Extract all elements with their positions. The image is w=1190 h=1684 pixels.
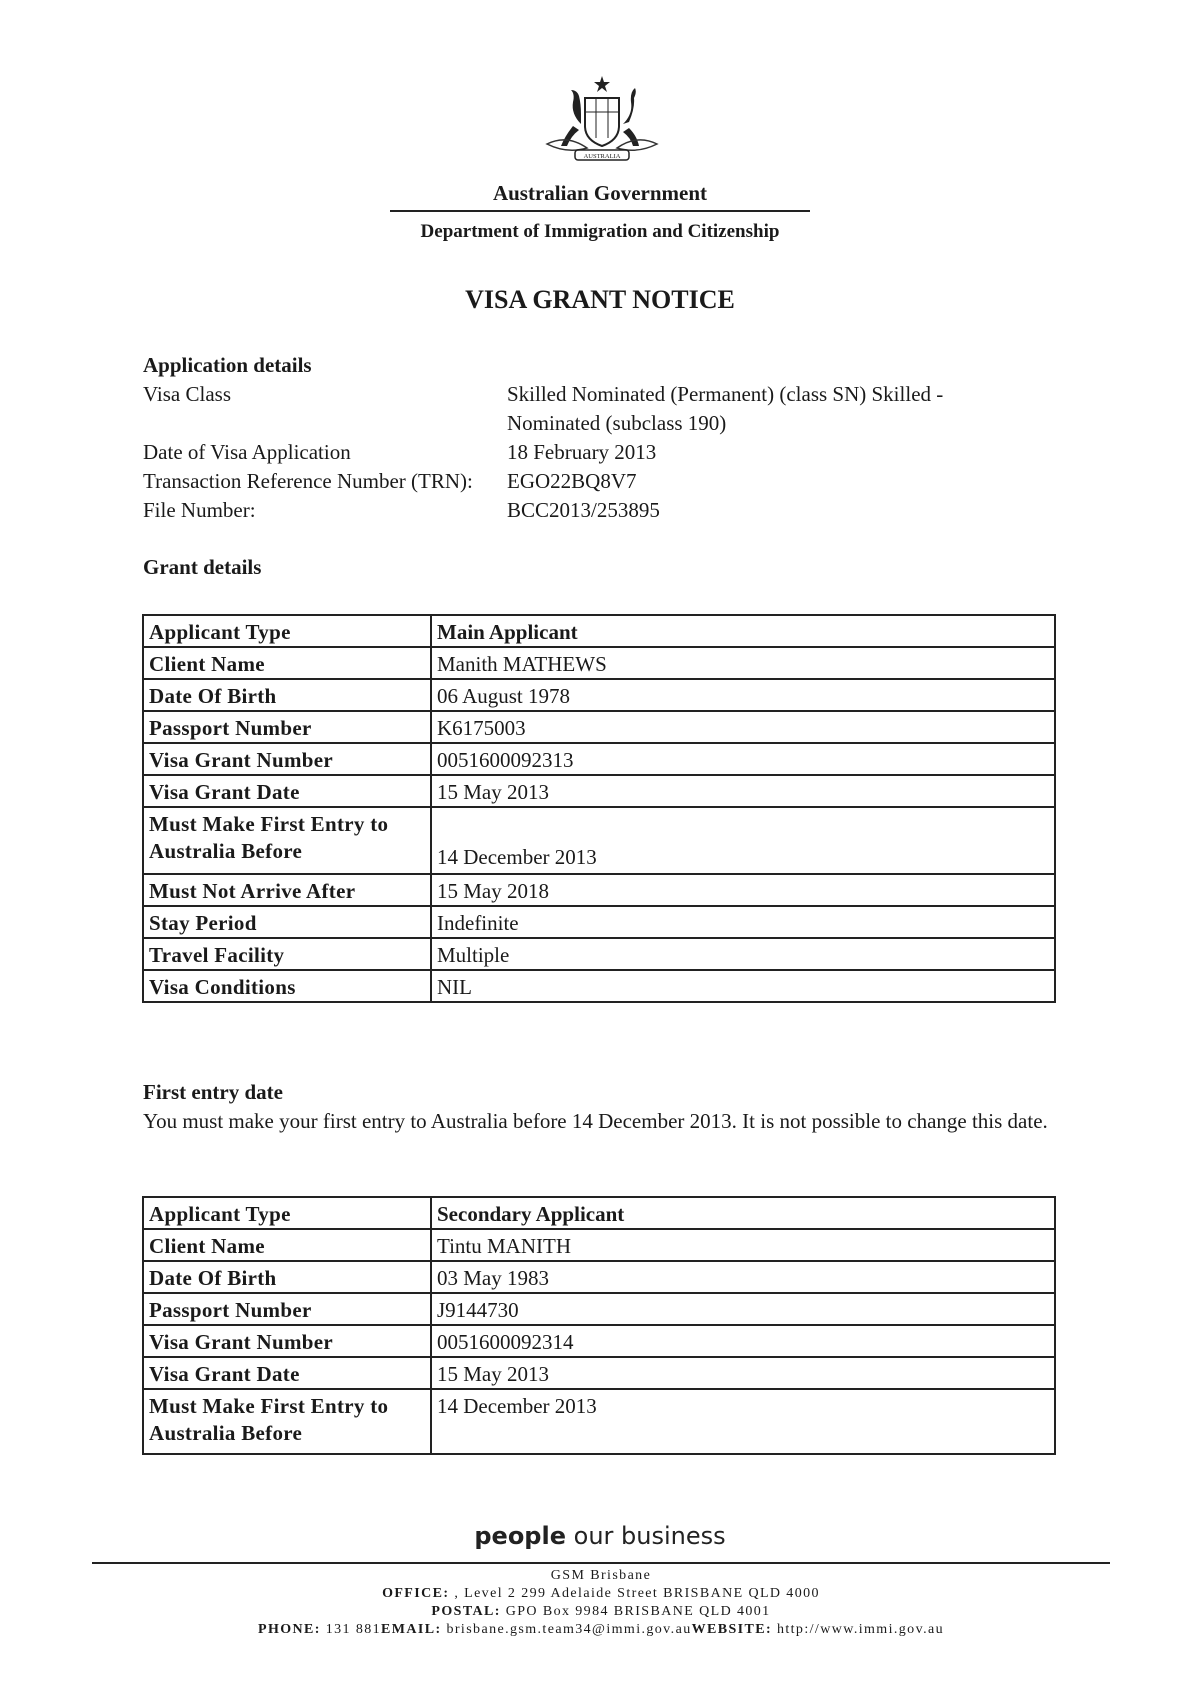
row-value: 0051600092313: [431, 743, 1055, 775]
row-value: 06 August 1978: [431, 679, 1055, 711]
header-divider: [390, 210, 810, 212]
visa-class-value: Skilled Nominated (Permanent) (class SN) Skilled - Nominated (subclass 190): [507, 382, 944, 435]
row-value: 15 May 2013: [431, 775, 1055, 807]
table-row: [143, 874, 1055, 906]
phone-label: PHONE:: [258, 1622, 321, 1637]
office-label: OFFICE:: [382, 1586, 450, 1601]
government-name: Australian Government: [492, 181, 708, 205]
footer-postal-address: [92, 1603, 1110, 1620]
table-row: [143, 1389, 1055, 1454]
row-value: NIL: [431, 970, 1055, 1002]
row-value: 14 December 2013: [431, 1389, 1055, 1454]
postal-value: GPO Box 9984 BRISBANE QLD 4001: [500, 1604, 771, 1619]
row-label: Visa Grant Date: [143, 1357, 431, 1389]
email-label: EMAIL:: [381, 1622, 442, 1637]
table-row: [143, 1325, 1055, 1357]
visa-class-label: Visa Class: [143, 382, 231, 406]
row-value: J9144730: [431, 1293, 1055, 1325]
application-details-heading: Application details: [143, 353, 312, 377]
row-label: Applicant Type: [143, 1197, 431, 1229]
file-number-value: BCC2013/253895: [507, 498, 660, 522]
main-applicant-table: [142, 614, 1056, 1003]
phone-value: 131 881: [320, 1622, 382, 1637]
row-label: Client Name: [143, 647, 431, 679]
email-value: brisbane.gsm.team34@immi.gov.au: [441, 1622, 692, 1637]
table-row: [143, 711, 1055, 743]
row-label: Must Not Arrive After: [143, 874, 431, 906]
row-value: 03 May 1983: [431, 1261, 1055, 1293]
website-label: WEBSITE:: [691, 1622, 773, 1637]
table-row: [143, 906, 1055, 938]
row-value: Indefinite: [431, 906, 1055, 938]
application-date-label: Date of Visa Application: [143, 440, 351, 464]
table-row: [143, 1357, 1055, 1389]
table-row: [143, 615, 1055, 647]
trn-label: Transaction Reference Number (TRN):: [143, 469, 473, 493]
row-label: Visa Conditions: [143, 970, 431, 1002]
row-value: 0051600092314: [431, 1325, 1055, 1357]
row-value: Tintu MANITH: [431, 1229, 1055, 1261]
footer-office-address: [92, 1585, 1110, 1602]
table-row: [143, 938, 1055, 970]
office-value: , Level 2 299 Adelaide Street BRISBANE QLD 4000: [449, 1586, 820, 1601]
row-label: Travel Facility: [143, 938, 431, 970]
footer-divider: [92, 1562, 1110, 1564]
row-label: Passport Number: [143, 1293, 431, 1325]
footer-contact: [92, 1621, 1110, 1638]
row-label: Must Make First Entry to Australia Before: [143, 807, 431, 874]
trn-value: EGO22BQ8V7: [507, 469, 637, 493]
row-value: 15 May 2013: [431, 1357, 1055, 1389]
table-row: [143, 1293, 1055, 1325]
row-label: Visa Grant Number: [143, 1325, 431, 1357]
row-value: Manith MATHEWS: [431, 647, 1055, 679]
first-entry-text: You must make your first entry to Australia before 14 December 2013. It is not possible to change this date.: [143, 1109, 1048, 1133]
table-row: [143, 679, 1055, 711]
row-label: Date Of Birth: [143, 679, 431, 711]
row-label: Applicant Type: [143, 615, 431, 647]
row-value: Secondary Applicant: [431, 1197, 1055, 1229]
table-row: [143, 743, 1055, 775]
tagline-rest: our business: [566, 1522, 726, 1550]
first-entry-heading: First entry date: [143, 1080, 283, 1104]
row-label: Stay Period: [143, 906, 431, 938]
table-row: [143, 970, 1055, 1002]
tagline-bold: people: [474, 1522, 566, 1550]
row-label: Visa Grant Number: [143, 743, 431, 775]
postal-label: POSTAL:: [431, 1604, 501, 1619]
coat-of-arms-emblem: [537, 74, 667, 166]
grant-details-heading: Grant details: [143, 555, 262, 579]
table-row: [143, 1261, 1055, 1293]
department-name: Department of Immigration and Citizenship: [420, 221, 780, 242]
footer-office-name: GSM Brisbane: [550, 1568, 652, 1583]
footer-tagline: [380, 1522, 820, 1550]
website-value: http://www.immi.gov.au: [772, 1622, 944, 1637]
row-value: Multiple: [431, 938, 1055, 970]
row-label: Visa Grant Date: [143, 775, 431, 807]
application-date-value: 18 February 2013: [507, 440, 657, 464]
row-label: Date Of Birth: [143, 1261, 431, 1293]
row-label: Client Name: [143, 1229, 431, 1261]
row-value: Main Applicant: [431, 615, 1055, 647]
table-row: [143, 1197, 1055, 1229]
row-label: Must Make First Entry to Australia Before: [143, 1389, 431, 1454]
table-row: [143, 1229, 1055, 1261]
document-title: VISA GRANT NOTICE: [465, 285, 735, 314]
row-value: 15 May 2018: [431, 874, 1055, 906]
row-label: Passport Number: [143, 711, 431, 743]
table-row: [143, 807, 1055, 874]
row-value: K6175003: [431, 711, 1055, 743]
svg-text:AUSTRALIA: AUSTRALIA: [583, 153, 621, 160]
file-number-label: File Number:: [143, 498, 256, 522]
row-value: 14 December 2013: [431, 807, 1055, 874]
secondary-applicant-table: [142, 1196, 1056, 1455]
table-row: [143, 775, 1055, 807]
table-row: [143, 647, 1055, 679]
